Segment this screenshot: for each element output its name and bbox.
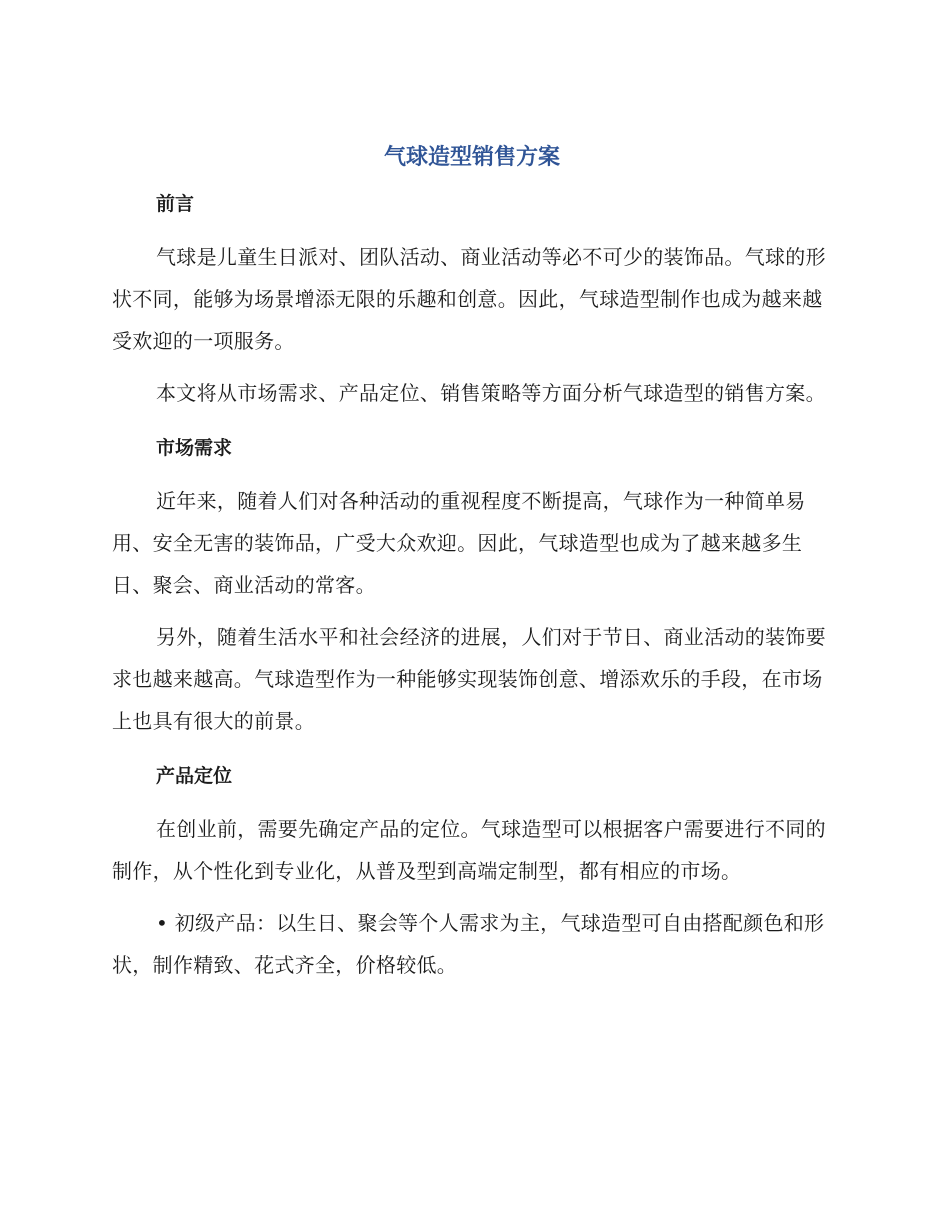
section-heading: 前言 xyxy=(156,193,195,215)
paragraph: 另外，随着生活水平和社会经济的进展，人们对于节日、商业活动的装饰要求也越来越高。气球造型作为一种能够实现装饰创意、增添欢乐的手段，在市场上也具有很大的前景。 xyxy=(112,625,826,733)
bullet-item: • 初级产品：以生日、聚会等个人需求为主，气球造型可自由搭配颜色和形状，制作精致、花式齐全，价格较低。 xyxy=(112,911,825,977)
paragraph: 在创业前，需要先确定产品的定位。气球造型可以根据客户需要进行不同的制作，从个性化到专业化，从普及型到高端定制型，都有相应的市场。 xyxy=(112,817,826,883)
paragraph: 本文将从市场需求、产品定位、销售策略等方面分析气球造型的销售方案。 xyxy=(156,381,826,405)
section-preface xyxy=(112,188,832,414)
section-heading: 产品定位 xyxy=(156,765,233,787)
section-heading: 市场需求 xyxy=(156,437,233,459)
paragraph: 近年来，随着人们对各种活动的重视程度不断提高，气球作为一种简单易用、安全无害的装饰品，广受大众欢迎。因此，气球造型也成为了越来越多生日、聚会、商业活动的常客。 xyxy=(112,489,806,597)
section-product-positioning xyxy=(112,760,832,986)
paragraph: 气球是儿童生日派对、团队活动、商业活动等必不可少的装饰品。气球的形状不同，能够为场景增添无限的乐趣和创意。因此，气球造型制作也成为越来越受欢迎的一项服务。 xyxy=(112,245,826,353)
document-title: 气球造型销售方案 xyxy=(383,145,560,170)
section-market-demand xyxy=(112,432,832,742)
document-page xyxy=(112,140,832,986)
